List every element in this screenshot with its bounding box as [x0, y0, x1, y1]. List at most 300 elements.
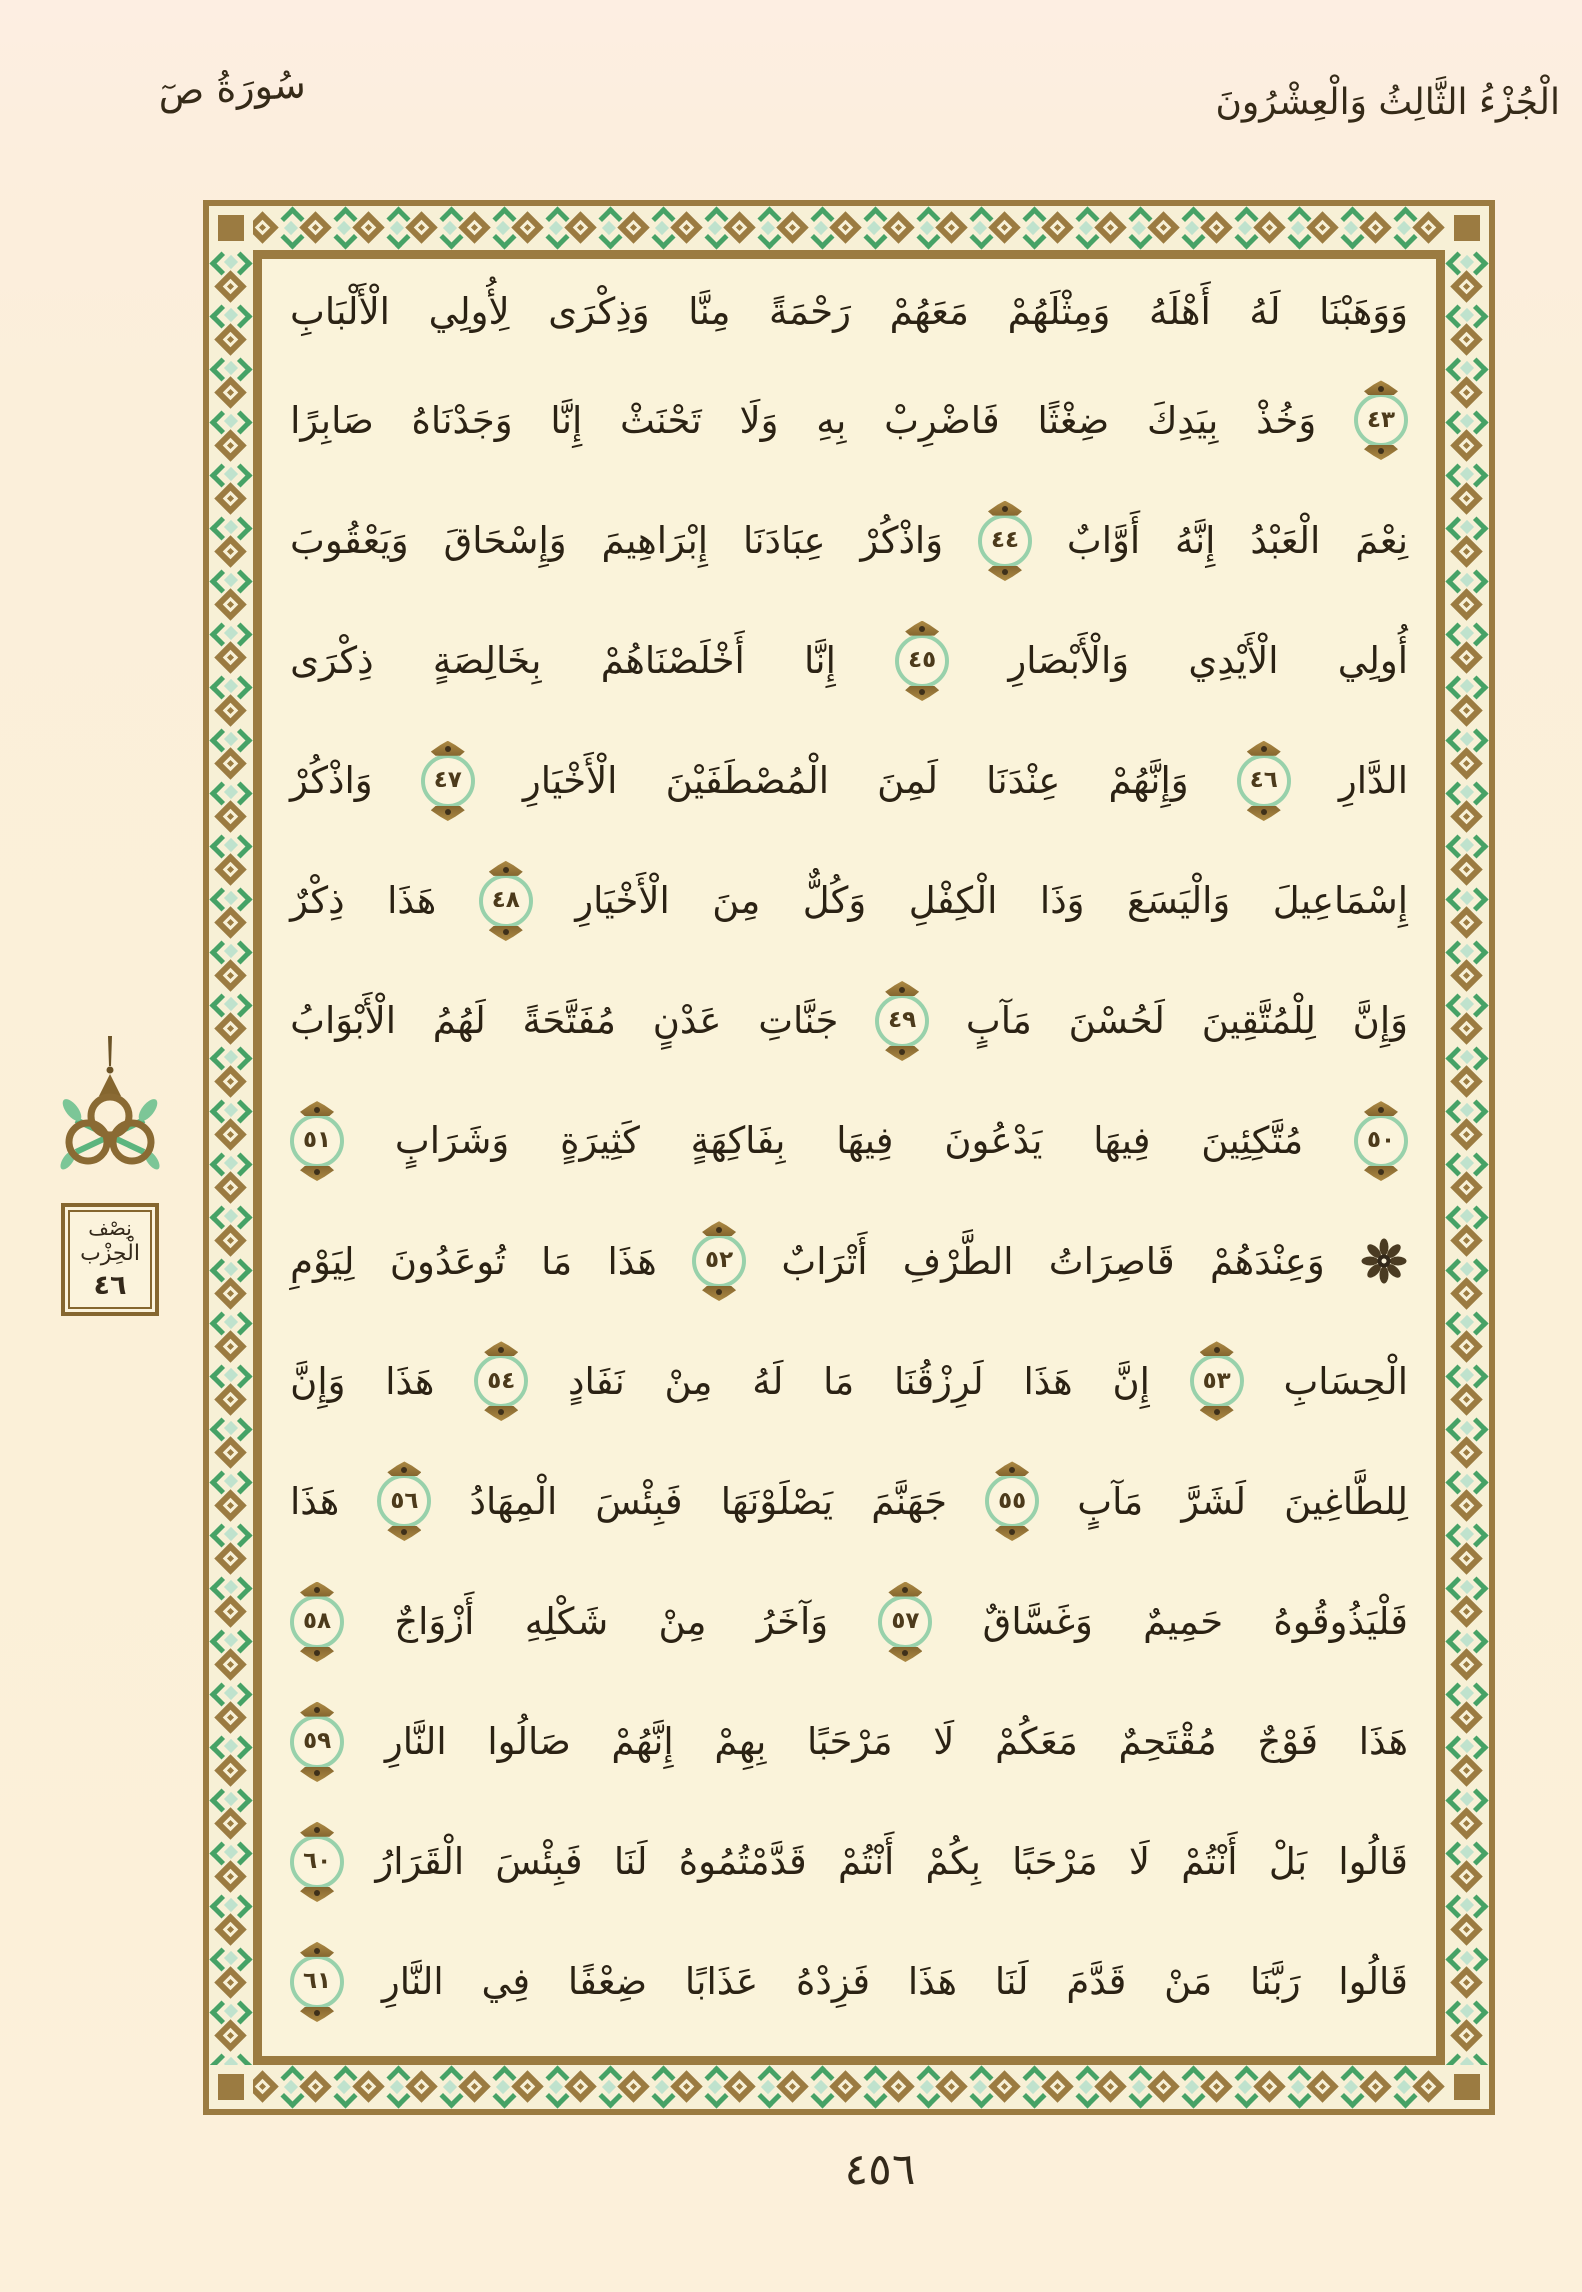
frame-diamond-motif: [1392, 206, 1445, 250]
ayah-end-medallion: [479, 861, 533, 941]
page-number: ٤٥٦: [844, 2144, 916, 2195]
ayah-number: ٥٧: [878, 1595, 932, 1649]
ayah-number: ٤٥: [895, 634, 949, 688]
verse-word: الْعَبْدُ: [1250, 518, 1321, 562]
mushaf-line: [290, 501, 1408, 581]
verse-word: بِيَدِكَ: [1146, 398, 1219, 442]
frame-diamond-motif: [1445, 1416, 1489, 1469]
verse-word: وَإِسْحَاقَ: [443, 518, 567, 562]
frame-diamond-motif: [438, 206, 491, 250]
frame-diamond-motif: [756, 206, 809, 250]
mushaf-line: [290, 1221, 1408, 1301]
verse-word: وَاذْكُرْ: [290, 759, 373, 803]
frame-diamond-motif: [1445, 1522, 1489, 1575]
frame-diamond-motif: [1445, 727, 1489, 780]
frame-diamond-motif: [209, 2052, 253, 2065]
frame-diamond-motif: [1021, 2065, 1074, 2109]
verse-word: وَوَهَبْنَا: [1319, 290, 1408, 333]
decorative-frame: [203, 200, 1495, 2115]
medallion-finial-bottom-icon: [1364, 1166, 1398, 1181]
verse-word: قَالُوا: [1338, 1960, 1408, 2004]
frame-diamond-motif: [1074, 2065, 1127, 2109]
verse-word: إِسْمَاعِيلَ: [1272, 879, 1408, 923]
frame-diamond-motif: [1392, 2065, 1445, 2109]
verse-word: لَهُ: [752, 1359, 784, 1403]
ayah-end-medallion: [290, 1101, 344, 1181]
verse-word: مَعَهُمْ: [889, 290, 969, 333]
frame-diamond-motif: [209, 1416, 253, 1469]
verse-word: وَذَا: [1039, 879, 1085, 923]
verse-word: مُفَتَّحَةً: [522, 999, 616, 1043]
verse-word: لِأُولِي: [428, 290, 510, 333]
frame-diamond-motif: [703, 206, 756, 250]
verse-word: أُولِي: [1337, 639, 1408, 682]
medallion-finial-bottom-icon: [387, 1526, 421, 1541]
frame-diamond-motif: [1445, 1310, 1489, 1363]
medallion-finial-top-icon: [1200, 1341, 1234, 1356]
ayah-number: ٤٤: [978, 514, 1032, 568]
ayah-number: ٦٠: [290, 1835, 344, 1889]
verse-word: فَاضْرِبْ: [884, 398, 1000, 442]
frame-diamond-motif: [209, 674, 253, 727]
verse-word: عِبَادَنَا: [742, 518, 826, 562]
verse-word: الْحِسَابِ: [1283, 1359, 1408, 1403]
verse-word: حَمِيمٌ: [1143, 1599, 1224, 1643]
frame-diamond-motif: [1074, 206, 1127, 250]
frame-diamond-motif: [253, 206, 279, 250]
verse-word: أَنْتُمْ: [1181, 1840, 1238, 1884]
ayah-number: ٤٨: [479, 874, 533, 928]
verse-word: الْأَبْوَابُ: [290, 999, 397, 1043]
frame-diamond-motif: [438, 2065, 491, 2109]
medallion-finial-bottom-icon: [300, 1767, 334, 1782]
frame-diamond-motif: [968, 206, 1021, 250]
frame-diamond-motif: [1445, 886, 1489, 939]
verse-word: أَخْلَصْنَاهُمْ: [600, 639, 745, 682]
frame-diamond-motif: [1445, 515, 1489, 568]
medallion-finial-top-icon: [888, 1582, 922, 1597]
verse-word: لَا: [933, 1719, 955, 1763]
frame-diamond-motif: [209, 515, 253, 568]
verse-word: وَمِثْلَهُمْ: [1007, 290, 1111, 333]
medallion-finial-bottom-icon: [300, 1166, 334, 1181]
frame-diamond-motif: [597, 2065, 650, 2109]
frame-diamond-motif: [650, 2065, 703, 2109]
frame-diamond-motif: [968, 2065, 1021, 2109]
verse-word: وَاذْكُرْ: [860, 518, 944, 562]
surah-title: سُورَةُ صٓ: [156, 62, 307, 114]
verse-word: هَذَا: [387, 879, 437, 923]
frame-diamond-motif: [209, 1734, 253, 1787]
verse-word: مِنَ: [712, 879, 761, 923]
verse-word: تُوعَدُونَ: [389, 1239, 506, 1283]
frame-diamond-motif: [1445, 1681, 1489, 1734]
mushaf-line: [290, 741, 1408, 821]
frame-diamond-motif: [1445, 568, 1489, 621]
verse-word: ضِعْفًا: [567, 1960, 648, 2004]
frame-diamond-motif: [1445, 1893, 1489, 1946]
frame-diamond-motif: [1445, 1840, 1489, 1893]
frame-diamond-motif: [1233, 206, 1286, 250]
verse-word: أَوَّابٌ: [1066, 518, 1141, 562]
verse-word: وَالْيَسَعَ: [1127, 879, 1231, 923]
frame-band-right: [1445, 250, 1489, 2065]
hizb-label-half: نِصْف: [88, 1216, 132, 1240]
verse-word: إِنَّهُ: [1175, 518, 1216, 562]
medallion-finial-top-icon: [431, 741, 465, 756]
frame-corner-motif: [209, 2065, 253, 2109]
ayah-number: ٤٣: [1354, 393, 1408, 447]
ayah-end-medallion: [421, 741, 475, 821]
verse-word: هَذَا: [607, 1239, 657, 1283]
ayah-end-medallion: [377, 1461, 431, 1541]
verse-word: أَهْلَهُ: [1148, 290, 1211, 333]
frame-diamond-motif: [209, 1522, 253, 1575]
ayah-number: ٤٦: [1237, 754, 1291, 808]
mushaf-line: [290, 283, 1408, 340]
mushaf-line: [290, 1702, 1408, 1782]
verse-word: ضِغْثًا: [1037, 398, 1110, 442]
frame-diamond-motif: [209, 1628, 253, 1681]
verse-word: رَبَّنَا: [1249, 1960, 1301, 2004]
medallion-finial-top-icon: [988, 501, 1022, 516]
frame-diamond-motif: [1445, 1151, 1489, 1204]
verse-word: هَذَا: [385, 1359, 435, 1403]
verse-word: فَبِئْسَ: [495, 1840, 583, 1884]
frame-diamond-motif: [1445, 833, 1489, 886]
ayah-end-medallion: [978, 501, 1032, 581]
verse-word: فَوْجٌ: [1257, 1719, 1319, 1763]
medallion-finial-bottom-icon: [300, 2007, 334, 2022]
frame-diamond-motif: [209, 833, 253, 886]
ayah-number: ٥٠: [1354, 1114, 1408, 1168]
verse-word: وَغَسَّاقٌ: [982, 1599, 1093, 1643]
frame-diamond-motif: [1445, 2052, 1489, 2065]
mushaf-line: [290, 861, 1408, 941]
verse-word: هَذَا: [907, 1960, 958, 2004]
juz-title: الْجُزْءُ الثَّالِثُ وَالْعِشْرُونَ: [1215, 82, 1560, 123]
verse-word: نِعْمَ: [1355, 518, 1408, 562]
frame-diamond-motif: [209, 1787, 253, 1840]
verse-word: صَالُوا: [487, 1719, 571, 1763]
interlaced-knot-ornament-icon: [50, 1034, 170, 1199]
frame-diamond-motif: [809, 2065, 862, 2109]
verse-word: وَإِنَّ: [1352, 999, 1408, 1043]
frame-diamond-motif: [209, 621, 253, 674]
ayah-end-medallion: [875, 981, 929, 1061]
medallion-finial-top-icon: [702, 1221, 736, 1236]
verse-word: قَالُوا: [1338, 1840, 1408, 1884]
ayah-end-medallion: [692, 1221, 746, 1301]
verse-word: مُقْتَحِمٌ: [1118, 1719, 1217, 1763]
frame-diamond-motif: [1339, 2065, 1392, 2109]
verse-word: ذِكْرٌ: [290, 879, 345, 923]
verse-word: عَدْنٍ: [652, 999, 722, 1043]
verse-word: الدَّارِ: [1338, 759, 1408, 803]
frame-diamond-motif: [209, 1151, 253, 1204]
frame-diamond-motif: [1180, 2065, 1233, 2109]
verse-word: وَلَا: [739, 398, 779, 442]
frame-diamond-motif: [915, 2065, 968, 2109]
medallion-finial-top-icon: [300, 1822, 334, 1837]
frame-diamond-motif: [253, 2065, 279, 2109]
verse-word: تَحْنَثْ: [620, 398, 702, 442]
medallion-finial-bottom-icon: [489, 926, 523, 941]
frame-diamond-motif: [332, 206, 385, 250]
medallion-finial-bottom-icon: [300, 1887, 334, 1902]
verse-word: وَذِكْرَى: [548, 290, 650, 333]
frame-diamond-motif: [209, 1575, 253, 1628]
verse-word: صَابِرًا: [290, 398, 374, 442]
mushaf-line: [290, 1942, 1408, 2022]
ayah-end-medallion: [290, 1702, 344, 1782]
medallion-finial-bottom-icon: [1364, 445, 1398, 460]
ayah-end-medallion: [1354, 1101, 1408, 1181]
verse-word: يَصْلَوْنَهَا: [720, 1479, 834, 1523]
verse-word: فِي: [481, 1960, 531, 2004]
verse-word: عِنْدَنَا: [986, 759, 1061, 803]
frame-diamond-motif: [1286, 2065, 1339, 2109]
verse-word: قَدَّمَ: [1066, 1960, 1127, 2004]
ayah-number: ٥١: [290, 1114, 344, 1168]
verse-word: الْمِهَادُ: [469, 1479, 558, 1523]
medallion-finial-top-icon: [489, 861, 523, 876]
verse-word: هَذَا: [1358, 1719, 1408, 1763]
verse-word: النَّارِ: [381, 1960, 444, 2004]
frame-diamond-motif: [809, 206, 862, 250]
frame-diamond-motif: [1445, 1469, 1489, 1522]
frame-diamond-motif: [209, 303, 253, 356]
frame-diamond-motif: [703, 2065, 756, 2109]
verse-word: رَحْمَةً: [769, 290, 852, 333]
verse-word: مُتَّكِئِينَ: [1201, 1119, 1304, 1163]
verse-word: مِنْ: [664, 1359, 713, 1403]
verse-word: بِكُمْ: [925, 1840, 981, 1884]
frame-diamond-motif: [756, 2065, 809, 2109]
frame-diamond-motif: [209, 1840, 253, 1893]
frame-diamond-motif: [279, 206, 332, 250]
verse-word: نَفَادٍ: [567, 1359, 625, 1403]
ayah-end-medallion: [895, 621, 949, 701]
frame-diamond-motif: [209, 780, 253, 833]
mushaf-line: [290, 1101, 1408, 1181]
verse-word: الْمُصْطَفَيْنَ: [665, 759, 830, 803]
medallion-finial-bottom-icon: [995, 1526, 1029, 1541]
frame-diamond-motif: [1339, 206, 1392, 250]
ayah-number: ٤٩: [875, 994, 929, 1048]
verse-word: وَإِنَّهُمْ: [1108, 759, 1189, 803]
medallion-finial-bottom-icon: [888, 1647, 922, 1662]
frame-diamond-motif: [209, 886, 253, 939]
verse-word: النَّارِ: [384, 1719, 447, 1763]
verse-word: إِبْرَاهِيمَ: [601, 518, 709, 562]
ayah-number: ٥٦: [377, 1474, 431, 1528]
frame-diamond-motif: [1127, 206, 1180, 250]
frame-diamond-motif: [209, 1999, 253, 2052]
frame-diamond-motif: [862, 2065, 915, 2109]
ayah-end-medallion: [1354, 380, 1408, 460]
verse-word: جَهَنَّمَ: [871, 1479, 947, 1523]
medallion-finial-top-icon: [300, 1582, 334, 1597]
verse-word: فَلْيَذُوقُوهُ: [1273, 1599, 1408, 1643]
frame-diamond-motif: [1445, 1999, 1489, 2052]
verse-word: إِنَّهُمْ: [611, 1719, 674, 1763]
medallion-finial-bottom-icon: [431, 806, 465, 821]
frame-diamond-motif: [1021, 206, 1074, 250]
verse-word: بِخَالِصَةٍ: [432, 639, 542, 682]
frame-diamond-motif: [332, 2065, 385, 2109]
verse-word: مَآبٍ: [1077, 1479, 1144, 1523]
frame-diamond-motif: [1445, 1098, 1489, 1151]
verse-word: فِيهَا: [1093, 1119, 1151, 1163]
verse-word: أَنْتُمْ: [837, 1840, 895, 1884]
frame-diamond-motif: [209, 568, 253, 621]
verse-word: لَمِنَ: [877, 759, 938, 803]
frame-diamond-motif: [491, 2065, 544, 2109]
mushaf-line: [290, 981, 1408, 1061]
ayah-number: ٥٣: [1190, 1354, 1244, 1408]
verse-word: لَنَا: [994, 1960, 1029, 2004]
verse-word: بَلْ: [1268, 1840, 1308, 1884]
verse-word: مَا: [823, 1359, 855, 1403]
medallion-finial-top-icon: [1364, 1101, 1398, 1116]
medallion-finial-top-icon: [387, 1461, 421, 1476]
verse-word: عَذَابًا: [684, 1960, 759, 2004]
ayah-number: ٦١: [290, 1955, 344, 2009]
ayah-end-medallion: [1237, 741, 1291, 821]
ayah-end-medallion: [1190, 1341, 1244, 1421]
frame-diamond-motif: [209, 462, 253, 515]
hizb-label-hizb: الْحِزْب: [80, 1241, 140, 1266]
frame-diamond-motif: [1445, 1257, 1489, 1310]
medallion-finial-bottom-icon: [702, 1286, 736, 1301]
frame-band-left: [209, 250, 253, 2065]
frame-diamond-motif: [1180, 206, 1233, 250]
medallion-finial-bottom-icon: [300, 1647, 334, 1662]
verse-word: مَآبٍ: [965, 999, 1032, 1043]
frame-diamond-motif: [385, 2065, 438, 2109]
medallion-finial-bottom-icon: [484, 1406, 518, 1421]
verse-word: بِهِمْ: [714, 1719, 767, 1763]
verse-word: وَخُذْ: [1256, 398, 1317, 442]
verse-word: لِلطَّاغِينَ: [1284, 1479, 1408, 1523]
verse-word: الْأَيْدِي: [1188, 639, 1279, 682]
ayah-end-medallion: [878, 1582, 932, 1662]
verse-word: لَرِزْقُنَا: [894, 1359, 984, 1403]
frame-diamond-motif: [1445, 992, 1489, 1045]
medallion-finial-top-icon: [1247, 741, 1281, 756]
frame-diamond-motif: [1233, 2065, 1286, 2109]
ayah-number: ٥٤: [474, 1354, 528, 1408]
frame-diamond-motif: [597, 206, 650, 250]
mushaf-line: [290, 1461, 1408, 1541]
verse-word: مَعَكُمْ: [995, 1719, 1078, 1763]
verse-word: مَرْحَبًا: [1012, 1840, 1098, 1884]
verse-word: مَرْحَبًا: [807, 1719, 893, 1763]
frame-diamond-motif: [209, 1257, 253, 1310]
medallion-finial-top-icon: [995, 1461, 1029, 1476]
verse-word: الْأَلْبَابِ: [290, 290, 390, 333]
mushaf-line: [290, 1341, 1408, 1421]
frame-diamond-motif: [1445, 356, 1489, 409]
mushaf-line: [290, 380, 1408, 460]
frame-diamond-motif: [209, 1310, 253, 1363]
verse-word: لِيَوْمِ: [290, 1239, 355, 1283]
ayah-number: ٥٨: [290, 1595, 344, 1649]
hizb-number: ٤٦: [93, 1269, 127, 1301]
ayah-number: ٤٧: [421, 754, 475, 808]
ayah-number: ٥٥: [985, 1474, 1039, 1528]
frame-diamond-motif: [1445, 1363, 1489, 1416]
medallion-finial-bottom-icon: [1247, 806, 1281, 821]
verse-word: جَنَّاتِ: [758, 999, 839, 1043]
medallion-finial-top-icon: [905, 621, 939, 636]
frame-diamond-motif: [1445, 939, 1489, 992]
frame-diamond-motif: [1445, 1204, 1489, 1257]
frame-corner-motif: [1445, 206, 1489, 250]
verse-word: يَدْعُونَ: [944, 1119, 1043, 1163]
verse-word: هَذَا: [1023, 1359, 1073, 1403]
verse-word: وَشَرَابٍ: [394, 1119, 510, 1163]
verse-word: أَتْرَابٌ: [781, 1239, 868, 1283]
mushaf-line: [290, 621, 1408, 701]
ayah-end-medallion: [290, 1942, 344, 2022]
medallion-finial-top-icon: [300, 1101, 334, 1116]
frame-diamond-motif: [209, 727, 253, 780]
verse-word: الْقَرَارُ: [375, 1840, 465, 1884]
frame-diamond-motif: [650, 206, 703, 250]
verse-word: الطَّرْفِ: [902, 1239, 1014, 1283]
medallion-finial-bottom-icon: [905, 686, 939, 701]
verse-word: مِنْ: [658, 1599, 707, 1643]
ayah-end-medallion: [985, 1461, 1039, 1541]
frame-diamond-motif: [1445, 462, 1489, 515]
frame-diamond-motif: [915, 206, 968, 250]
frame-diamond-motif: [1445, 1628, 1489, 1681]
frame-diamond-motif: [1286, 206, 1339, 250]
mushaf-text-area: [262, 259, 1436, 2056]
frame-diamond-motif: [209, 1893, 253, 1946]
frame-diamond-motif: [1445, 409, 1489, 462]
verse-word: مَنْ: [1164, 1960, 1213, 2004]
frame-diamond-motif: [1445, 1045, 1489, 1098]
frame-diamond-motif: [209, 1045, 253, 1098]
verse-word: وَكُلٌّ: [802, 879, 867, 923]
frame-diamond-motif: [385, 206, 438, 250]
frame-diamond-motif: [209, 1363, 253, 1416]
frame-diamond-motif: [209, 250, 253, 303]
frame-diamond-motif: [544, 2065, 597, 2109]
frame-diamond-motif: [1445, 303, 1489, 356]
verse-word: وَآخَرُ: [756, 1599, 829, 1643]
medallion-finial-bottom-icon: [988, 566, 1022, 581]
mushaf-line: [290, 1822, 1408, 1902]
verse-word: ذِكْرَى: [290, 639, 374, 682]
medallion-finial-top-icon: [300, 1942, 334, 1957]
verse-word: لَنَا: [613, 1840, 648, 1884]
verse-word: بِهِ: [816, 398, 847, 442]
verse-word: لَشَرَّ: [1181, 1479, 1247, 1523]
verse-word: هَذَا: [290, 1479, 340, 1523]
frame-corner-motif: [1445, 2065, 1489, 2109]
ayah-number: ٥٩: [290, 1715, 344, 1769]
verse-word: وَجَدْنَاهُ: [411, 398, 513, 442]
frame-diamond-motif: [1445, 674, 1489, 727]
frame-diamond-motif: [862, 206, 915, 250]
verse-word: قَاصِرَاتُ: [1048, 1239, 1175, 1283]
medallion-finial-top-icon: [1364, 380, 1398, 395]
frame-band-top: [253, 206, 1445, 250]
